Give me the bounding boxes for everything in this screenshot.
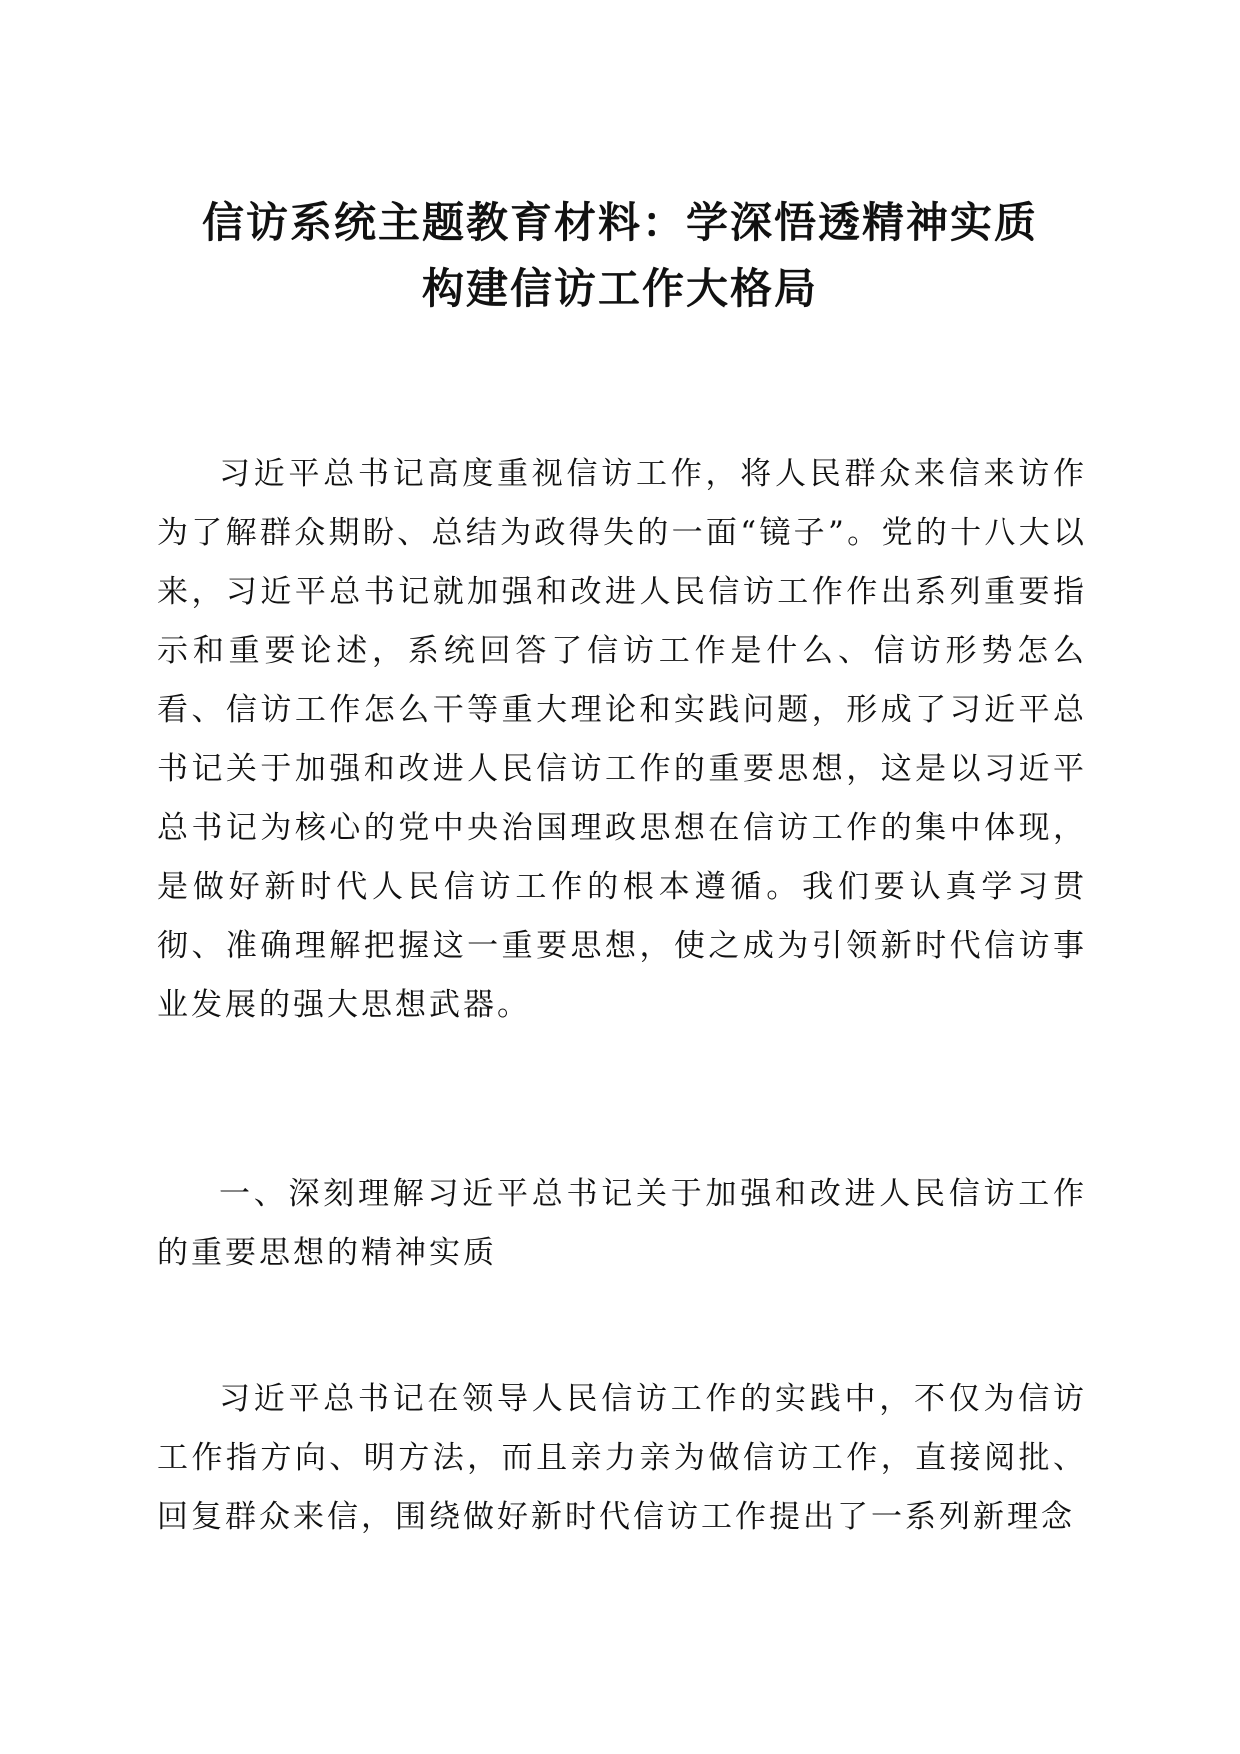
body-paragraph-1: [157, 445, 1087, 1035]
section-heading-text: 一、深刻理解习近平总书记关于加强和改进人民信访工作的重要思想的精神实质: [157, 1176, 1087, 1271]
paragraph-text: 习近平总书记高度重视信访工作，将人民群众来信来访作为了解群众期盼、总结为政得失的一面“镜子”。党的十八大以来，习近平总书记就加强和改进人民信访工作作出系列重要指示和重要论述，系统回答了信访工作是什么、信访形势怎么看、信访工作怎么干等重大理论和实践问题，形成了习近平总书记关于加强和改进人民信访工作的重要思想，这是以习近平总书记为核心的党中央治国理政思想在信访工作的集中体现，是做好新时代人民信访工作的根本遵循。我们要认真学习贯彻、准确理解把握这一重要思想，使之成为引领新时代信访事业发展的强大思想武器。: [157, 456, 1087, 1023]
document-title-line-1: 信访系统主题教育材料：学深悟透精神实质: [201, 198, 1038, 247]
section-heading-1: [157, 1165, 1087, 1283]
document-title-line-2: 构建信访工作大格局: [421, 264, 818, 313]
paragraph-text: 习近平总书记在领导人民信访工作的实践中，不仅为信访工作指方向、明方法，而且亲力亲为做信访工作，直接阅批、回复群众来信，围绕做好新时代信访工作提出了一系列新理念: [157, 1381, 1087, 1535]
body-paragraph-2: [157, 1370, 1087, 1547]
